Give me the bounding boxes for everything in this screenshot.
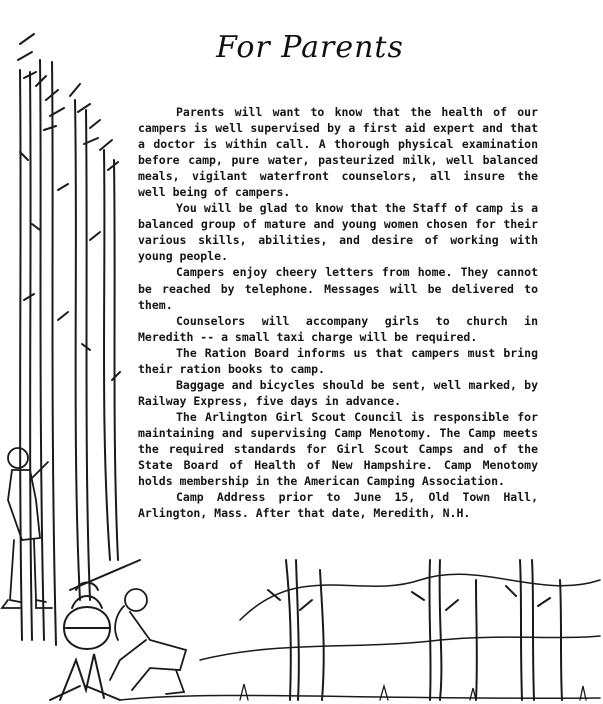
paragraph-church: Counselors will accompany girls to church in Meredith -- a small taxi charge will be required. bbox=[138, 313, 538, 344]
hills-icon bbox=[120, 574, 600, 700]
paragraph-address: Camp Address prior to June 15, Old Town Hall, Arlington, Mass. After that date, Meredith, N.H. bbox=[138, 490, 538, 521]
kettle-icon bbox=[64, 560, 140, 649]
paragraph-staff: You will be glad to know that the Staff of camp is a balanced group of mature and young women chosen for their various skills, abilities, and desire of working with young people. bbox=[138, 201, 538, 264]
paragraph-council: The Arlington Girl Scout Council is responsible for maintaining and supervising Camp Menotomy. The Camp meets the required standards for Girl Scout Camps and of the State Board of Health of New Hampshire. Camp Menotomy holds membership in the American Camping Association. bbox=[138, 409, 538, 489]
page-title: For Parents bbox=[216, 30, 404, 65]
paragraph-health: Parents will want to know that the health of our campers is well supervised by a first aid expert and that a doctor is within call. A thorough physical examination before camp, pure water, pasteurized milk, well balanced meals, vigilant waterfront counselors, all insure the well being of campers. bbox=[138, 105, 538, 200]
girl-scout-figure-icon bbox=[2, 448, 52, 608]
paragraph-baggage: Baggage and bicycles should be sent, well marked, by Railway Express, five days in advance. bbox=[138, 377, 538, 408]
paragraph-letters: Campers enjoy cheery letters from home. They cannot be reached by telephone. Messages will be delivered to them. bbox=[138, 265, 538, 312]
campfire-icon bbox=[50, 654, 120, 700]
paragraph-ration: The Ration Board informs us that campers must bring their ration books to camp. bbox=[138, 345, 538, 376]
tree-icon bbox=[18, 34, 120, 645]
girl-scout-figure-icon bbox=[110, 589, 186, 694]
body-text bbox=[138, 104, 538, 521]
